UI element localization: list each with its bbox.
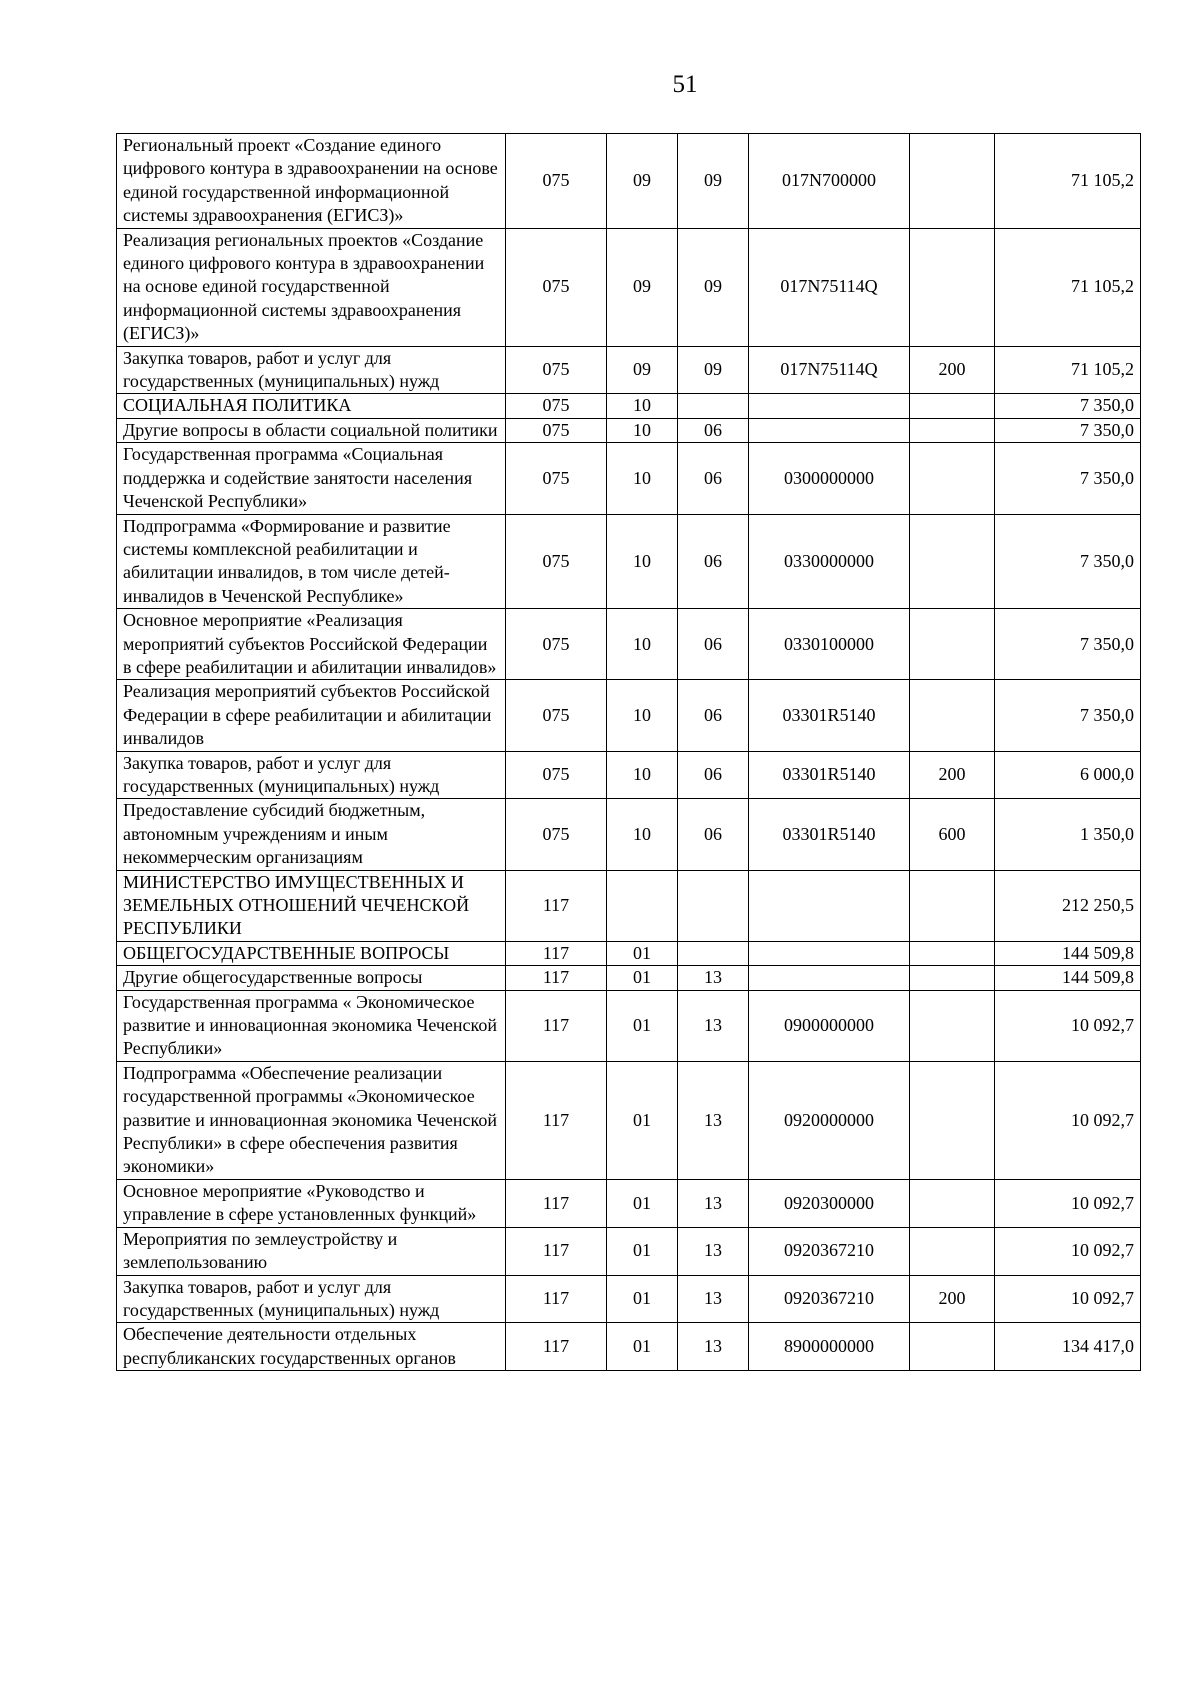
target-article-cell [749, 394, 910, 418]
ministry-code-cell: 075 [506, 134, 607, 229]
row-name-cell: Другие вопросы в области социальной политики [117, 418, 506, 442]
subsection-code-cell: 13 [678, 1179, 749, 1227]
amount-cell: 7 350,0 [995, 680, 1141, 751]
amount-cell: 6 000,0 [995, 751, 1141, 799]
subsection-code-cell: 13 [678, 966, 749, 990]
table-row [117, 751, 1141, 799]
row-name-cell: МИНИСТЕРСТВО ИМУЩЕСТВЕННЫХ И ЗЕМЕЛЬНЫХ ОТНОШЕНИЙ ЧЕЧЕНСКОЙ РЕСПУБЛИКИ [117, 870, 506, 941]
ministry-code-cell: 075 [506, 394, 607, 418]
amount-cell: 10 092,7 [995, 1227, 1141, 1275]
row-name-cell: Реализация региональных проектов «Создание единого цифрового контура в здравоохранении на основе единой государственной информационной системы здравоохранения (ЕГИСЗ)» [117, 228, 506, 346]
table-row [117, 1179, 1141, 1227]
expense-type-cell: 200 [910, 751, 995, 799]
target-article-cell: 0920000000 [749, 1061, 910, 1179]
ministry-code-cell: 075 [506, 609, 607, 680]
row-name-cell: Закупка товаров, работ и услуг для государственных (муниципальных) нужд [117, 751, 506, 799]
target-article-cell: 0330000000 [749, 514, 910, 609]
row-name-cell: Государственная программа « Экономическое развитие и инновационная экономика Чеченской Республики» [117, 990, 506, 1061]
target-article-cell: 0300000000 [749, 443, 910, 514]
ministry-code-cell: 075 [506, 228, 607, 346]
subsection-code-cell: 09 [678, 346, 749, 394]
amount-cell: 10 092,7 [995, 1179, 1141, 1227]
amount-cell: 7 350,0 [995, 514, 1141, 609]
subsection-code-cell: 13 [678, 1323, 749, 1371]
target-article-cell: 03301R5140 [749, 751, 910, 799]
table-row [117, 799, 1141, 870]
subsection-code-cell: 06 [678, 443, 749, 514]
target-article-cell [749, 870, 910, 941]
expense-type-cell [910, 870, 995, 941]
section-code-cell: 10 [607, 514, 678, 609]
section-code-cell: 01 [607, 941, 678, 965]
table-row [117, 346, 1141, 394]
subsection-code-cell: 09 [678, 134, 749, 229]
target-article-cell [749, 966, 910, 990]
table-row [117, 1227, 1141, 1275]
target-article-cell: 0920367210 [749, 1227, 910, 1275]
table-row [117, 966, 1141, 990]
row-name-cell: Реализация мероприятий субъектов Российской Федерации в сфере реабилитации и абилитации инвалидов [117, 680, 506, 751]
subsection-code-cell [678, 394, 749, 418]
target-article-cell: 03301R5140 [749, 680, 910, 751]
row-name-cell: Региональный проект «Создание единого цифрового контура в здравоохранении на основе единой государственной информационной системы здравоохранения (ЕГИСЗ)» [117, 134, 506, 229]
table-row [117, 418, 1141, 442]
subsection-code-cell: 13 [678, 1275, 749, 1323]
ministry-code-cell: 117 [506, 870, 607, 941]
section-code-cell: 09 [607, 346, 678, 394]
row-name-cell: СОЦИАЛЬНАЯ ПОЛИТИКА [117, 394, 506, 418]
section-code-cell: 01 [607, 1179, 678, 1227]
section-code-cell: 10 [607, 443, 678, 514]
subsection-code-cell [678, 941, 749, 965]
section-code-cell: 01 [607, 1275, 678, 1323]
section-code-cell: 09 [607, 228, 678, 346]
ministry-code-cell: 117 [506, 1227, 607, 1275]
expense-type-cell [910, 418, 995, 442]
amount-cell: 7 350,0 [995, 418, 1141, 442]
ministry-code-cell: 117 [506, 966, 607, 990]
ministry-code-cell: 117 [506, 1179, 607, 1227]
row-name-cell: Подпрограмма «Формирование и развитие системы комплексной реабилитации и абилитации инвалидов, в том числе детей-инвалидов в Чеченской Республике» [117, 514, 506, 609]
row-name-cell: Государственная программа «Социальная поддержка и содействие занятости населения Чеченской Республики» [117, 443, 506, 514]
table-row [117, 870, 1141, 941]
expense-type-cell [910, 966, 995, 990]
budget-table-body [117, 134, 1141, 1371]
table-row [117, 394, 1141, 418]
section-code-cell: 01 [607, 990, 678, 1061]
section-code-cell: 10 [607, 680, 678, 751]
section-code-cell [607, 870, 678, 941]
table-row [117, 228, 1141, 346]
ministry-code-cell: 075 [506, 443, 607, 514]
expense-type-cell [910, 990, 995, 1061]
table-row [117, 609, 1141, 680]
table-row [117, 990, 1141, 1061]
subsection-code-cell: 13 [678, 1227, 749, 1275]
row-name-cell: Подпрограмма «Обеспечение реализации государственной программы «Экономическое развитие и инновационная экономика Чеченской Республики» в сфере обеспечения развития экономики» [117, 1061, 506, 1179]
amount-cell: 144 509,8 [995, 966, 1141, 990]
expense-type-cell [910, 443, 995, 514]
row-name-cell: Основное мероприятие «Руководство и управление в сфере установленных функций» [117, 1179, 506, 1227]
ministry-code-cell: 075 [506, 799, 607, 870]
section-code-cell: 01 [607, 966, 678, 990]
target-article-cell: 0920300000 [749, 1179, 910, 1227]
amount-cell: 7 350,0 [995, 609, 1141, 680]
target-article-cell: 03301R5140 [749, 799, 910, 870]
expense-type-cell: 200 [910, 1275, 995, 1323]
amount-cell: 10 092,7 [995, 1275, 1141, 1323]
row-name-cell: Закупка товаров, работ и услуг для государственных (муниципальных) нужд [117, 1275, 506, 1323]
ministry-code-cell: 117 [506, 1275, 607, 1323]
expense-type-cell [910, 609, 995, 680]
ministry-code-cell: 117 [506, 990, 607, 1061]
amount-cell: 10 092,7 [995, 1061, 1141, 1179]
section-code-cell: 01 [607, 1227, 678, 1275]
amount-cell: 7 350,0 [995, 443, 1141, 514]
target-article-cell [749, 418, 910, 442]
expense-type-cell [910, 941, 995, 965]
subsection-code-cell: 09 [678, 228, 749, 346]
row-name-cell: Мероприятия по землеустройству и землепользованию [117, 1227, 506, 1275]
row-name-cell: ОБЩЕГОСУДАРСТВЕННЫЕ ВОПРОСЫ [117, 941, 506, 965]
table-row [117, 1323, 1141, 1371]
ministry-code-cell: 075 [506, 514, 607, 609]
page-number: 51 [672, 71, 698, 98]
expense-type-cell [910, 394, 995, 418]
target-article-cell: 017N75114Q [749, 228, 910, 346]
target-article-cell: 017N700000 [749, 134, 910, 229]
section-code-cell: 10 [607, 418, 678, 442]
table-row [117, 1275, 1141, 1323]
amount-cell: 10 092,7 [995, 990, 1141, 1061]
amount-cell: 134 417,0 [995, 1323, 1141, 1371]
target-article-cell: 017N75114Q [749, 346, 910, 394]
amount-cell: 212 250,5 [995, 870, 1141, 941]
ministry-code-cell: 075 [506, 680, 607, 751]
expense-type-cell: 200 [910, 346, 995, 394]
amount-cell: 7 350,0 [995, 394, 1141, 418]
subsection-code-cell [678, 870, 749, 941]
subsection-code-cell: 06 [678, 418, 749, 442]
subsection-code-cell: 06 [678, 799, 749, 870]
target-article-cell: 8900000000 [749, 1323, 910, 1371]
expense-type-cell [910, 1227, 995, 1275]
expense-type-cell [910, 228, 995, 346]
subsection-code-cell: 13 [678, 990, 749, 1061]
target-article-cell: 0330100000 [749, 609, 910, 680]
row-name-cell: Основное мероприятие «Реализация мероприятий субъектов Российской Федерации в сфере реабилитации и абилитации инвалидов» [117, 609, 506, 680]
expense-type-cell [910, 1061, 995, 1179]
section-code-cell: 01 [607, 1061, 678, 1179]
section-code-cell: 10 [607, 751, 678, 799]
section-code-cell: 10 [607, 394, 678, 418]
expense-type-cell [910, 1323, 995, 1371]
expense-type-cell [910, 134, 995, 229]
amount-cell: 71 105,2 [995, 134, 1141, 229]
section-code-cell: 09 [607, 134, 678, 229]
table-row [117, 1061, 1141, 1179]
section-code-cell: 01 [607, 1323, 678, 1371]
amount-cell: 1 350,0 [995, 799, 1141, 870]
row-name-cell: Обеспечение деятельности отдельных республиканских государственных органов [117, 1323, 506, 1371]
expense-type-cell [910, 1179, 995, 1227]
ministry-code-cell: 075 [506, 418, 607, 442]
section-code-cell: 10 [607, 609, 678, 680]
table-row [117, 443, 1141, 514]
subsection-code-cell: 06 [678, 609, 749, 680]
expense-type-cell [910, 514, 995, 609]
ministry-code-cell: 117 [506, 1323, 607, 1371]
subsection-code-cell: 13 [678, 1061, 749, 1179]
amount-cell: 144 509,8 [995, 941, 1141, 965]
ministry-code-cell: 117 [506, 941, 607, 965]
target-article-cell: 0920367210 [749, 1275, 910, 1323]
target-article-cell [749, 941, 910, 965]
table-row [117, 514, 1141, 609]
ministry-code-cell: 075 [506, 751, 607, 799]
amount-cell: 71 105,2 [995, 228, 1141, 346]
table-row [117, 680, 1141, 751]
ministry-code-cell: 117 [506, 1061, 607, 1179]
expense-type-cell [910, 680, 995, 751]
ministry-code-cell: 075 [506, 346, 607, 394]
row-name-cell: Предоставление субсидий бюджетным, автономным учреждениям и иным некоммерческим организациям [117, 799, 506, 870]
subsection-code-cell: 06 [678, 680, 749, 751]
expense-type-cell: 600 [910, 799, 995, 870]
subsection-code-cell: 06 [678, 514, 749, 609]
budget-table [116, 133, 1141, 1371]
section-code-cell: 10 [607, 799, 678, 870]
subsection-code-cell: 06 [678, 751, 749, 799]
row-name-cell: Другие общегосударственные вопросы [117, 966, 506, 990]
table-row [117, 134, 1141, 229]
row-name-cell: Закупка товаров, работ и услуг для государственных (муниципальных) нужд [117, 346, 506, 394]
amount-cell: 71 105,2 [995, 346, 1141, 394]
target-article-cell: 0900000000 [749, 990, 910, 1061]
table-row [117, 941, 1141, 965]
